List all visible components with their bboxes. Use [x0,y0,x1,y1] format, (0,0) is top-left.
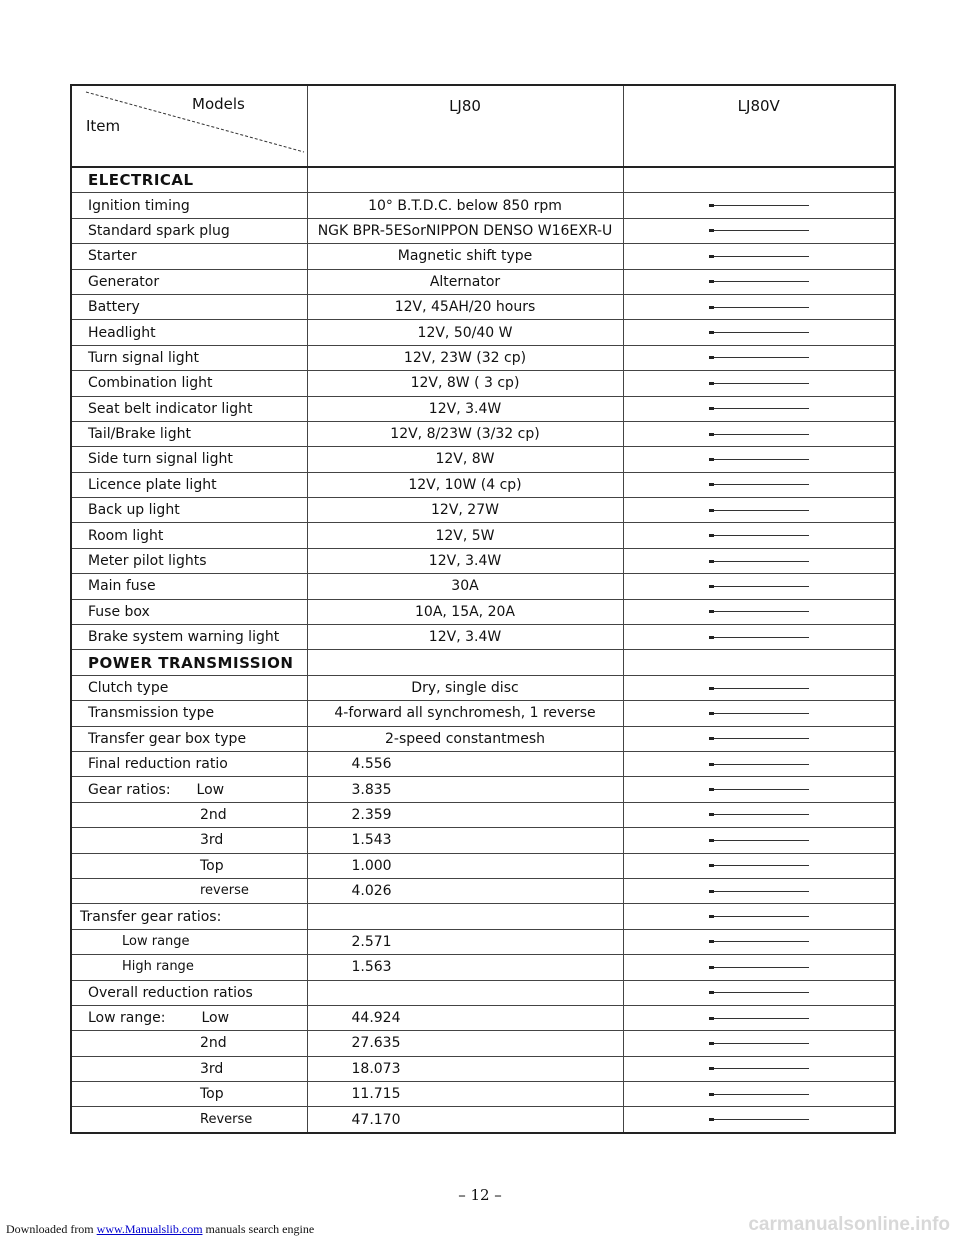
same-as-marker-cell [623,726,895,751]
table-row [71,980,895,1005]
lj80-value-cell: 3.835 [307,777,623,802]
item-cell: Battery [71,294,307,319]
table-row [71,751,895,776]
same-as-dash-icon [709,1094,809,1095]
table-row [71,294,895,319]
lj80-value-cell: 4.556 [307,751,623,776]
table-row [71,777,895,802]
table-row [71,548,895,573]
same-as-dash-icon [709,434,809,435]
table-row [71,523,895,548]
item-cell: 3rd [71,828,307,853]
same-as-dash-icon [709,281,809,282]
same-as-marker-cell [623,1056,895,1081]
item-cell: Low range [71,929,307,954]
lj80-value-cell: 27.635 [307,1031,623,1056]
table-row [71,574,895,599]
item-cell: Transfer gear box type [71,726,307,751]
table-row [71,320,895,345]
same-as-dash-icon [709,967,809,968]
same-as-dash-icon [709,865,809,866]
lj80-value-cell: 4.026 [307,878,623,903]
lj80-value-cell: 10A, 15A, 20A [307,599,623,624]
item-cell: reverse [71,878,307,903]
item-cell: Starter [71,244,307,269]
same-as-marker-cell [623,294,895,319]
table-row [71,472,895,497]
same-as-marker-cell [623,244,895,269]
lj80-value-cell: 44.924 [307,1005,623,1030]
item-cell: Standard spark plug [71,218,307,243]
same-as-marker-cell [623,548,895,573]
same-as-dash-icon [709,916,809,917]
same-as-dash-icon [709,1018,809,1019]
same-as-dash-icon [709,484,809,485]
same-as-dash-icon [709,611,809,612]
table-row [71,625,895,650]
item-cell: Seat belt indicator light [71,396,307,421]
same-as-dash-icon [709,459,809,460]
table-row [71,1005,895,1030]
same-as-dash-icon [709,941,809,942]
table-row [71,1056,895,1081]
lj80-value-cell: 10° B.T.D.C. below 850 rpm [307,193,623,218]
table-row [71,269,895,294]
item-cell: 2nd [71,802,307,827]
same-as-marker-cell [623,701,895,726]
lj80-value-cell: 12V, 3.4W [307,548,623,573]
table-row [71,726,895,751]
section-title: ELECTRICAL [71,167,307,193]
same-as-marker-cell [623,955,895,980]
same-as-marker-cell [623,904,895,929]
same-as-marker-cell [623,193,895,218]
sub-item-label: Low [201,1010,230,1027]
lj80-value-cell: Dry, single disc [307,675,623,700]
lj80-value-cell: 12V, 10W (4 cp) [307,472,623,497]
page-number: – 12 – [458,1186,502,1204]
lj80-value-cell: 12V, 45AH/20 hours [307,294,623,319]
lj80-value-cell: 1.543 [307,828,623,853]
same-as-dash-icon [709,205,809,206]
table-row [71,599,895,624]
lj80-value-cell: 12V, 8W ( 3 cp) [307,371,623,396]
same-as-dash-icon [709,510,809,511]
same-as-marker-cell [623,980,895,1005]
same-as-dash-icon [709,383,809,384]
lj80-value-cell: 12V, 3.4W [307,396,623,421]
same-as-marker-cell [623,498,895,523]
lj80-value-cell: Alternator [307,269,623,294]
same-as-dash-icon [709,688,809,689]
table-row [71,904,895,929]
same-as-marker-cell [623,218,895,243]
same-as-marker-cell [623,574,895,599]
lj80-value-cell: 2.359 [307,802,623,827]
table-header-row [71,85,895,167]
lj80-value-cell: 12V, 50/40 W [307,320,623,345]
lj80-value-cell: 1.000 [307,853,623,878]
item-label: Item [86,117,121,135]
downloaded-from-text: Downloaded from [6,1222,94,1236]
same-as-marker-cell [623,523,895,548]
table-row [71,244,895,269]
section-title: POWER TRANSMISSION [71,650,307,675]
table-row [71,878,895,903]
same-as-dash-icon [709,637,809,638]
lj80-value-cell: Magnetic shift type [307,244,623,269]
same-as-dash-icon [709,814,809,815]
section-row-electrical [71,167,895,193]
item-cell: Brake system warning light [71,625,307,650]
same-as-dash-icon [709,1068,809,1069]
same-as-dash-icon [709,713,809,714]
item-cell: Transfer gear ratios: [71,904,307,929]
lj80-value-cell: 1.563 [307,955,623,980]
item-cell: Final reduction ratio [71,751,307,776]
section-row-power-transmission [71,650,895,675]
item-cell [71,777,307,802]
low-range-label: Low range: [88,1010,166,1027]
item-cell: Licence plate light [71,472,307,497]
item-cell: Main fuse [71,574,307,599]
table-row [71,345,895,370]
search-engine-text: manuals search engine [205,1222,315,1236]
same-as-dash-icon [709,256,809,257]
same-as-dash-icon [709,230,809,231]
item-cell: Fuse box [71,599,307,624]
same-as-dash-icon [709,891,809,892]
same-as-dash-icon [709,332,809,333]
table-row [71,371,895,396]
item-cell: Reverse [71,1107,307,1133]
table-row [71,1107,895,1133]
same-as-dash-icon [709,738,809,739]
table-row [71,1082,895,1107]
same-as-dash-icon [709,1119,809,1120]
same-as-dash-icon [709,357,809,358]
item-cell: Ignition timing [71,193,307,218]
same-as-dash-icon [709,764,809,765]
lj80-value-cell: 4-forward all synchromesh, 1 reverse [307,701,623,726]
same-as-marker-cell [623,1107,895,1133]
lj80-value-cell: 12V, 3.4W [307,625,623,650]
same-as-marker-cell [623,1005,895,1030]
sub-item-label: Low [196,781,225,798]
item-cell: Meter pilot lights [71,548,307,573]
same-as-marker-cell [623,751,895,776]
manualslib-link[interactable]: www.Manualslib.com [96,1222,203,1236]
same-as-dash-icon [709,1043,809,1044]
same-as-marker-cell [623,320,895,345]
table-row [71,218,895,243]
download-footer [6,1222,314,1237]
table-row [71,675,895,700]
item-cell: Headlight [71,320,307,345]
table-row [71,396,895,421]
lj80-value-cell: 12V, 23W (32 cp) [307,345,623,370]
item-cell: Top [71,1082,307,1107]
lj80-value-cell: 12V, 5W [307,523,623,548]
item-cell [71,1005,307,1030]
same-as-dash-icon [709,992,809,993]
same-as-marker-cell [623,1031,895,1056]
lj80-value-cell: 2-speed constantmesh [307,726,623,751]
lj80-value-cell: 12V, 8/23W (3/32 cp) [307,421,623,446]
same-as-marker-cell [623,1082,895,1107]
lj80-value-cell: 11.715 [307,1082,623,1107]
column-header-lj80v: LJ80V [623,85,895,167]
table-row [71,193,895,218]
same-as-marker-cell [623,777,895,802]
item-cell: Tail/Brake light [71,421,307,446]
table-row [71,955,895,980]
same-as-dash-icon [709,586,809,587]
lj80-value-cell: 18.073 [307,1056,623,1081]
same-as-marker-cell [623,675,895,700]
watermark: carmanualsonline.info [748,1214,950,1235]
table-row [71,853,895,878]
same-as-marker-cell [623,371,895,396]
item-cell: Transmission type [71,701,307,726]
same-as-marker-cell [623,599,895,624]
same-as-marker-cell [623,929,895,954]
table-row [71,701,895,726]
lj80-value-cell: 12V, 8W [307,447,623,472]
table-row [71,1031,895,1056]
same-as-dash-icon [709,561,809,562]
item-cell: Clutch type [71,675,307,700]
item-cell: Top [71,853,307,878]
table-row [71,828,895,853]
same-as-dash-icon [709,789,809,790]
item-cell: 2nd [71,1031,307,1056]
item-cell: Combination light [71,371,307,396]
lj80-value-cell: 2.571 [307,929,623,954]
models-label: Models [192,95,245,113]
item-cell: Back up light [71,498,307,523]
table-row [71,802,895,827]
header-item-models-cell [71,85,307,167]
table-row [71,929,895,954]
specifications-table [70,84,896,1134]
same-as-marker-cell [623,269,895,294]
item-cell: Side turn signal light [71,447,307,472]
column-header-lj80: LJ80 [307,85,623,167]
same-as-marker-cell [623,853,895,878]
same-as-marker-cell [623,472,895,497]
table-row [71,498,895,523]
item-cell: Overall reduction ratios [71,980,307,1005]
lj80-value-cell: 12V, 27W [307,498,623,523]
item-cell: Generator [71,269,307,294]
same-as-marker-cell [623,345,895,370]
item-cell: Turn signal light [71,345,307,370]
same-as-marker-cell [623,396,895,421]
table-row [71,447,895,472]
lj80-value-cell: 47.170 [307,1107,623,1133]
same-as-dash-icon [709,535,809,536]
table-row [71,421,895,446]
same-as-marker-cell [623,447,895,472]
lj80-value-cell: NGK BPR-5ESorNIPPON DENSO W16EXR-U [307,218,623,243]
item-cell: High range [71,955,307,980]
same-as-marker-cell [623,802,895,827]
item-cell: 3rd [71,1056,307,1081]
same-as-marker-cell [623,878,895,903]
same-as-marker-cell [623,421,895,446]
gear-ratios-label: Gear ratios: [88,781,171,798]
same-as-marker-cell [623,828,895,853]
item-cell: Room light [71,523,307,548]
same-as-dash-icon [709,840,809,841]
same-as-dash-icon [709,408,809,409]
same-as-dash-icon [709,307,809,308]
lj80-value-cell: 30A [307,574,623,599]
same-as-marker-cell [623,625,895,650]
